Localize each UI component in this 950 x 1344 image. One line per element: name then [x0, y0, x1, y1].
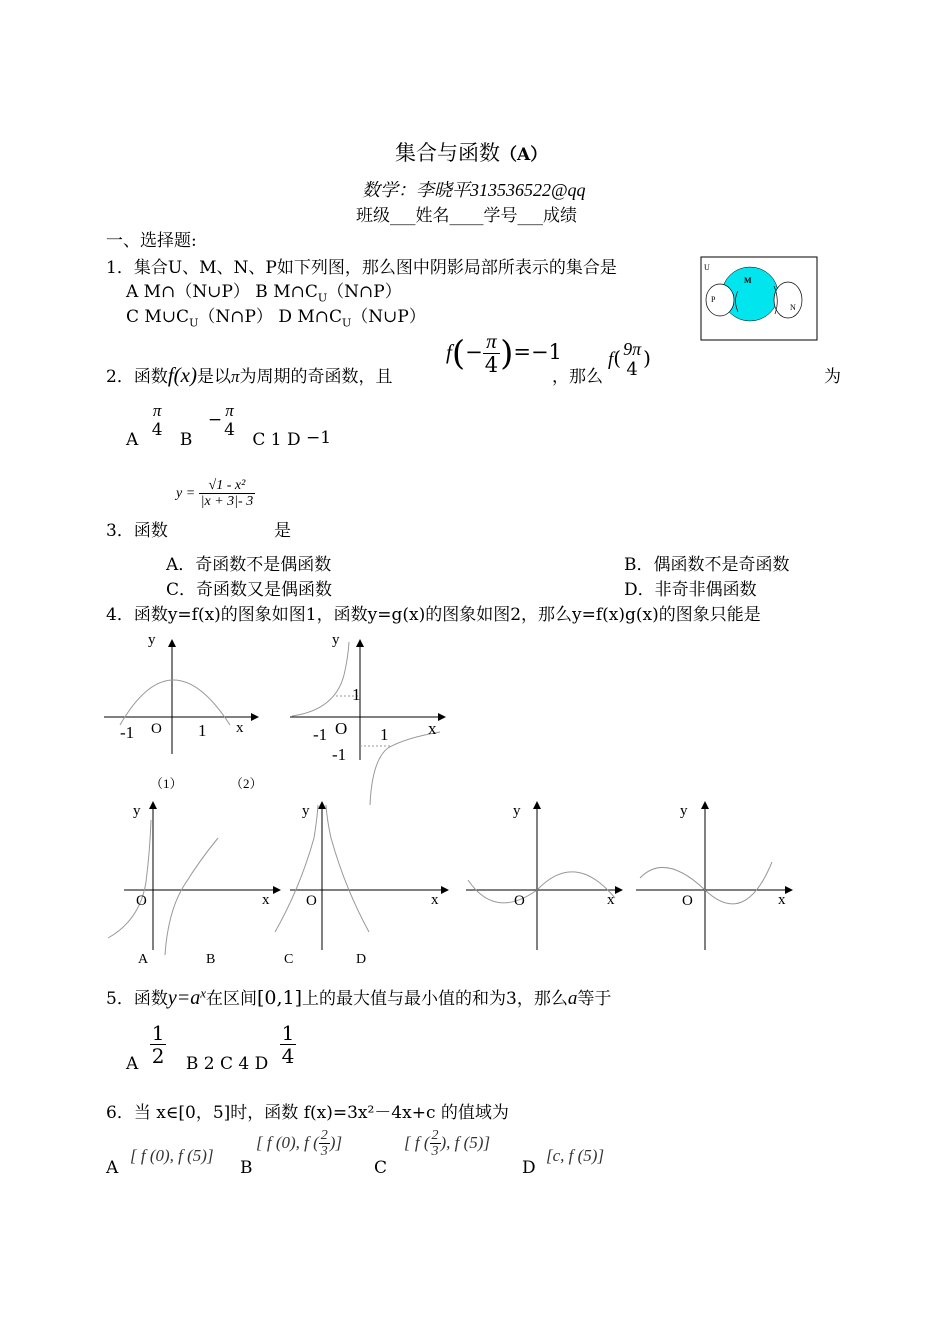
venn-label-m: M: [744, 276, 752, 285]
svg-text:O: O: [306, 893, 317, 909]
option-d-graph: [636, 802, 792, 950]
venn-label-n: N: [790, 303, 796, 312]
page-title: 集合与函数（A）: [395, 141, 548, 165]
fig2-graph: [290, 632, 445, 805]
q3-function: y = $\frac{\text{√1 - x²}}{|x + 3|- 3}$: [176, 478, 254, 510]
option-c-graph: [466, 802, 622, 950]
option-a-graph: [108, 802, 280, 955]
fig2-one-y: 1: [352, 685, 361, 704]
q3-option-c: C．奇函数又是偶函数: [166, 580, 333, 600]
svg-text:O: O: [136, 893, 147, 909]
option-d-label: D: [356, 952, 367, 967]
q2-options: A π 4 B − π 4 C 1 D −1: [126, 401, 332, 451]
fig1-neg1: -1: [120, 723, 135, 742]
svg-text:O: O: [682, 893, 693, 909]
author-line: 数学：李晓平313536522@qq: [362, 180, 586, 200]
q2-then: ，那么: [552, 367, 603, 387]
svg-text:y: y: [680, 803, 688, 819]
fig2-neg1-y: -1: [332, 745, 347, 764]
venn-label-p: P: [711, 295, 716, 304]
section-heading: 一、选择题:: [106, 231, 197, 251]
q1-options-cd: C $M\cup C_U(N\cap P)$ D $M\cap C_U(N\cup P)$: [126, 307, 426, 330]
svg-text:x: x: [431, 892, 439, 908]
q3-tail: 是: [274, 521, 291, 541]
fig1-x: x: [236, 720, 244, 736]
option-b-graph: [275, 802, 448, 950]
q1-options-ab: A M∩（N∪P） B $M\cap C_U(N\cap P)$: [126, 282, 402, 305]
q5-stem: 5．函数$y=a^x$在区间[0,1]上的最大值与最小值的和为3，那么a等于: [106, 985, 612, 1009]
fig1-o: O: [151, 721, 162, 737]
fig2-one-x: 1: [380, 725, 389, 744]
q2-ask: f( 9π 4 ): [608, 339, 651, 380]
fig1-y: y: [148, 632, 156, 648]
q4-stem: 4．函数y=f(x)的图象如图1，函数y=g(x)的图象如图2，那么y=f(x)g(x)的图象只能是: [106, 605, 761, 625]
q2-tail: 为: [824, 367, 841, 387]
q2-condition: f(− $\frac{\pi}{4}$ )=−1: [446, 329, 562, 378]
q3-label: 3．函数: [106, 521, 168, 541]
venn-label-u: U: [704, 263, 710, 272]
fig2-o: O: [335, 719, 348, 738]
option-c-label: C: [284, 952, 294, 967]
fig1-one: 1: [198, 721, 207, 740]
q3-option-a: A．奇函数不是偶函数: [166, 555, 332, 575]
q3-option-d: D．非奇非偶函数: [624, 580, 757, 600]
fig2-y: y: [332, 632, 340, 648]
option-a-label: A: [138, 952, 149, 967]
svg-text:y: y: [133, 803, 141, 819]
q6-options: A [ f (0), f (5)] B [ f (0), f ( $\frac{2}{3}$ )] C [ f ( $\frac{2}{3}$ ), f (5)] D [c, f (5)]: [106, 1128, 605, 1178]
fig1-graph: [104, 632, 258, 754]
svg-text:x: x: [607, 892, 615, 908]
fig2-caption: （2）: [230, 776, 263, 791]
q4-graphs: [0, 620, 950, 980]
q5-options: A $\frac{1}{2}$ B 2 C 4 D $\frac{1}{4}$: [126, 1021, 295, 1074]
q1-stem: 1．集合U、M、N、P如下列图，那么图中阴影局部所表示的集合是: [106, 258, 617, 278]
fig1-caption: （1）: [150, 776, 183, 791]
svg-text:x: x: [262, 892, 270, 908]
q3-option-b: B．偶函数不是奇函数: [624, 555, 790, 575]
venn-circle-n: [774, 282, 802, 318]
option-b-label: B: [206, 952, 216, 967]
svg-text:y: y: [513, 803, 521, 819]
svg-text:y: y: [302, 803, 310, 819]
q2-stem: 2．函数f(x)是以π为周期的奇函数，且: [106, 363, 393, 387]
student-fields: 班级___姓名____学号___成绩: [356, 206, 577, 226]
svg-text:O: O: [514, 893, 525, 909]
q6-stem: 6．当 x∈[0，5]时，函数 f(x)=3x²－4x+c 的值域为: [106, 1103, 509, 1123]
title-suffix: （A）: [500, 145, 548, 165]
fig2-x: x: [428, 719, 437, 738]
venn-diagram: [700, 256, 820, 342]
svg-text:x: x: [778, 892, 786, 908]
fig2-neg1-x: -1: [313, 725, 328, 744]
